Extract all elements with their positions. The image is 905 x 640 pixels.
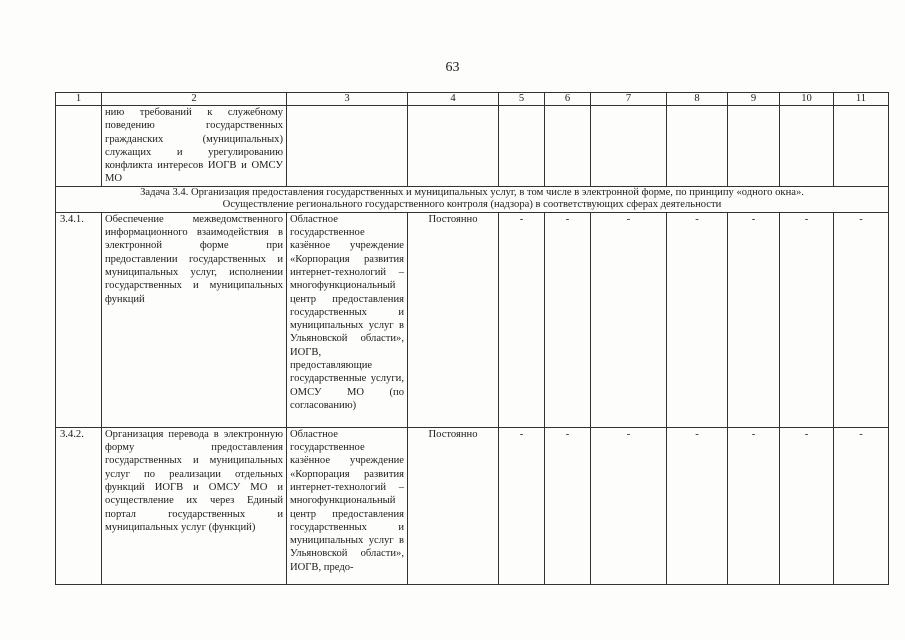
column-header: 7	[591, 93, 667, 106]
task-heading-row	[56, 186, 889, 212]
column-header: 5	[499, 93, 545, 106]
column-header: 3	[287, 93, 408, 106]
cell-value: -	[499, 212, 545, 427]
cell-value: -	[834, 427, 889, 584]
activity-table	[55, 92, 889, 585]
column-header: 4	[408, 93, 499, 106]
cell-value: -	[591, 212, 667, 427]
table-row	[56, 427, 889, 584]
cell-value: -	[780, 427, 834, 584]
cell-number: 3.4.2.	[56, 427, 102, 584]
column-header: 9	[728, 93, 780, 106]
cell-activity-name: нию требований к служебному поведению государственных гражданских (муниципальных) служащих и урегулированию конфликта интересов ИОГВ и ОМСУ МО	[102, 106, 287, 187]
cell-value	[667, 106, 728, 187]
cell-number	[56, 106, 102, 187]
column-header: 8	[667, 93, 728, 106]
cell-term: Постоянно	[408, 212, 499, 427]
cell-value: -	[499, 427, 545, 584]
page-number: 63	[445, 60, 460, 75]
column-header: 11	[834, 93, 889, 106]
cell-value	[545, 106, 591, 187]
cell-executor: Областное государственное казённое учреждение «Корпорация развития интернет-технологий – многофункциональный центр предоставления государственных и муниципальных услуг в Ульяновской области», ИОГВ, предо-	[287, 427, 408, 584]
column-header: 10	[780, 93, 834, 106]
column-header: 6	[545, 93, 591, 106]
cell-value: -	[667, 212, 728, 427]
cell-value: -	[728, 212, 780, 427]
task-title: Задача 3.4. Организация предоставления государственных и муниципальных услуг, в том числе в электронной форме, по принципу «одного окна».	[140, 186, 804, 198]
cell-value: -	[545, 427, 591, 584]
cell-activity-name: Организация перевода в электронную форму предоставления государственных и муниципальных услуг по реализации отдельных функций ИОГВ и ОМСУ МО и осуществление их через Единый портал государственных и муниципальных услуг (функций)	[102, 427, 287, 584]
cell-value	[499, 106, 545, 187]
column-header: 2	[102, 93, 287, 106]
task-subtitle: Осуществление регионального государственного контроля (надзора) в соответствующих сферах деятельности	[222, 199, 722, 211]
header-row	[56, 93, 889, 106]
continuation-row	[56, 106, 889, 187]
cell-value	[728, 106, 780, 187]
cell-executor: Областное государственное казённое учреждение «Корпорация развития интернет-технологий – многофункциональный центр предоставления государственных и муниципальных услуг в Ульяновской области», ИОГВ, предоставляющие государственные услуги, ОМСУ МО (по согласованию)	[287, 212, 408, 427]
cell-value: -	[667, 427, 728, 584]
cell-value: -	[591, 427, 667, 584]
cell-value: -	[834, 212, 889, 427]
column-header: 1	[56, 93, 102, 106]
cell-executor	[287, 106, 408, 187]
cell-value: -	[780, 212, 834, 427]
cell-activity-name: Обеспечение межведомственного информационного взаимодействия в электронной форме при предоставлении государственных и муниципальных услуг, исполнении государственных и муниципальных функций	[102, 212, 287, 427]
cell-value	[834, 106, 889, 187]
cell-term: Постоянно	[408, 427, 499, 584]
cell-value	[780, 106, 834, 187]
table-row	[56, 212, 889, 427]
cell-number: 3.4.1.	[56, 212, 102, 427]
cell-value	[591, 106, 667, 187]
task-heading	[56, 186, 889, 212]
cell-value: -	[545, 212, 591, 427]
cell-term	[408, 106, 499, 187]
cell-value: -	[728, 427, 780, 584]
